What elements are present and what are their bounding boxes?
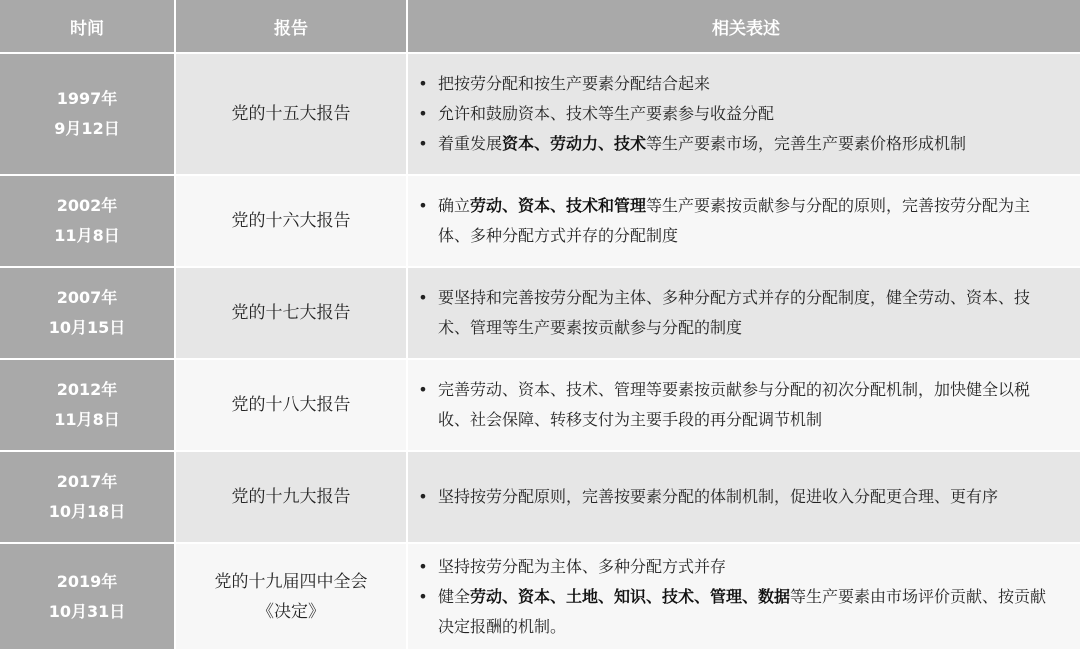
date-year: 2017年 — [56, 472, 118, 491]
statement-text: 把按劳分配和按生产要素分配结合起来 — [438, 74, 711, 93]
date-year: 1997年 — [56, 89, 118, 108]
bullet-dot-icon: • — [418, 74, 428, 93]
bullet-dot-icon: • — [418, 380, 428, 399]
statement-bullet — [416, 69, 1060, 99]
date-year: 2002年 — [56, 196, 118, 215]
report-cell — [176, 176, 406, 266]
date-day: 10月18日 — [48, 502, 126, 521]
statement-bullet — [416, 582, 1060, 642]
bullet-dot-icon: • — [418, 134, 428, 153]
statement-text: 允许和鼓励资本、技术等生产要素参与收益分配 — [438, 104, 775, 123]
bullet-dot-icon: • — [418, 288, 428, 307]
bullet-dot-icon: • — [418, 586, 428, 606]
date-cell — [0, 268, 174, 358]
statement-cell — [408, 268, 1080, 358]
statement-bullet — [416, 129, 1060, 159]
statement-cell — [408, 176, 1080, 266]
date-year: 2012年 — [56, 380, 118, 399]
report-cell — [176, 360, 406, 450]
statement-cell — [408, 360, 1080, 450]
report-cell — [176, 54, 406, 174]
statement-bullet — [416, 552, 1060, 582]
statement-text: 着重发展 — [438, 134, 503, 153]
report-name: 党的十九大报告 — [231, 487, 351, 507]
report-name: 党的十七大报告 — [231, 303, 351, 323]
date-cell — [0, 54, 174, 174]
report-cell — [176, 544, 406, 649]
bullet-dot-icon: • — [418, 556, 428, 576]
date-day: 11月8日 — [54, 226, 120, 245]
report-name: 党的十五大报告 — [231, 104, 351, 124]
bullet-dot-icon: • — [418, 487, 428, 506]
statement-text-bold: 劳动、资本、土地、知识、技术、管理、数据 — [470, 586, 791, 606]
bullet-dot-icon: • — [418, 196, 428, 215]
report-cell — [176, 452, 406, 542]
date-day: 9月12日 — [54, 119, 120, 138]
statement-text: 确立 — [438, 196, 471, 215]
date-cell — [0, 360, 174, 450]
statement-text: 等生产要素按贡献参与分配的原则，完善按劳分配为主体、多种分配方式并存的分配制度 — [438, 196, 1031, 245]
statement-bullet — [416, 375, 1060, 435]
date-day: 10月31日 — [48, 601, 126, 621]
statement-text: 等生产要素由市场评价贡献、按贡献决定报酬的机制。 — [438, 586, 1047, 636]
date-cell — [0, 452, 174, 542]
report-name: 党的十九届四中全会 — [214, 571, 368, 592]
date-year: 2019年 — [56, 571, 118, 591]
statement-text: 坚持按劳分配为主体、多种分配方式并存 — [438, 556, 727, 576]
header-time: 时间 — [0, 0, 174, 52]
bullet-dot-icon: • — [418, 104, 428, 123]
statement-bullet — [416, 99, 1060, 129]
date-cell — [0, 544, 174, 649]
statement-text: 完善劳动、资本、技术、管理等要素按贡献参与分配的初次分配机制，加快健全以税收、社会保障、转移支付为主要手段的再分配调节机制 — [438, 380, 1031, 429]
report-name: 党的十八大报告 — [231, 395, 351, 415]
header-report: 报告 — [176, 0, 406, 52]
statement-bullet — [416, 482, 1060, 512]
report-cell — [176, 268, 406, 358]
date-day: 10月15日 — [48, 318, 126, 337]
statement-text-bold: 劳动、资本、技术和管理 — [470, 196, 647, 215]
statement-cell — [408, 452, 1080, 542]
date-day: 11月8日 — [54, 410, 120, 429]
statement-cell — [408, 54, 1080, 174]
date-cell — [0, 176, 174, 266]
report-name-line2: 《决定》 — [257, 601, 325, 622]
statement-bullet — [416, 283, 1060, 343]
header-statement: 相关表述 — [408, 0, 1080, 52]
report-name: 党的十六大报告 — [231, 211, 351, 231]
statement-text: 等生产要素市场，完善生产要素价格形成机制 — [646, 134, 967, 153]
date-year: 2007年 — [56, 288, 118, 307]
statement-bullet — [416, 191, 1060, 251]
statement-text: 健全 — [438, 586, 471, 606]
statement-text: 坚持按劳分配原则，完善按要素分配的体制机制，促进收入分配更合理、更有序 — [438, 487, 999, 506]
statement-cell — [408, 544, 1080, 649]
statement-text-bold: 资本、劳动力、技术 — [502, 134, 647, 153]
statement-text: 要坚持和完善按劳分配为主体、多种分配方式并存的分配制度，健全劳动、资本、技术、管理等生产要素按贡献参与分配的制度 — [438, 288, 1031, 337]
